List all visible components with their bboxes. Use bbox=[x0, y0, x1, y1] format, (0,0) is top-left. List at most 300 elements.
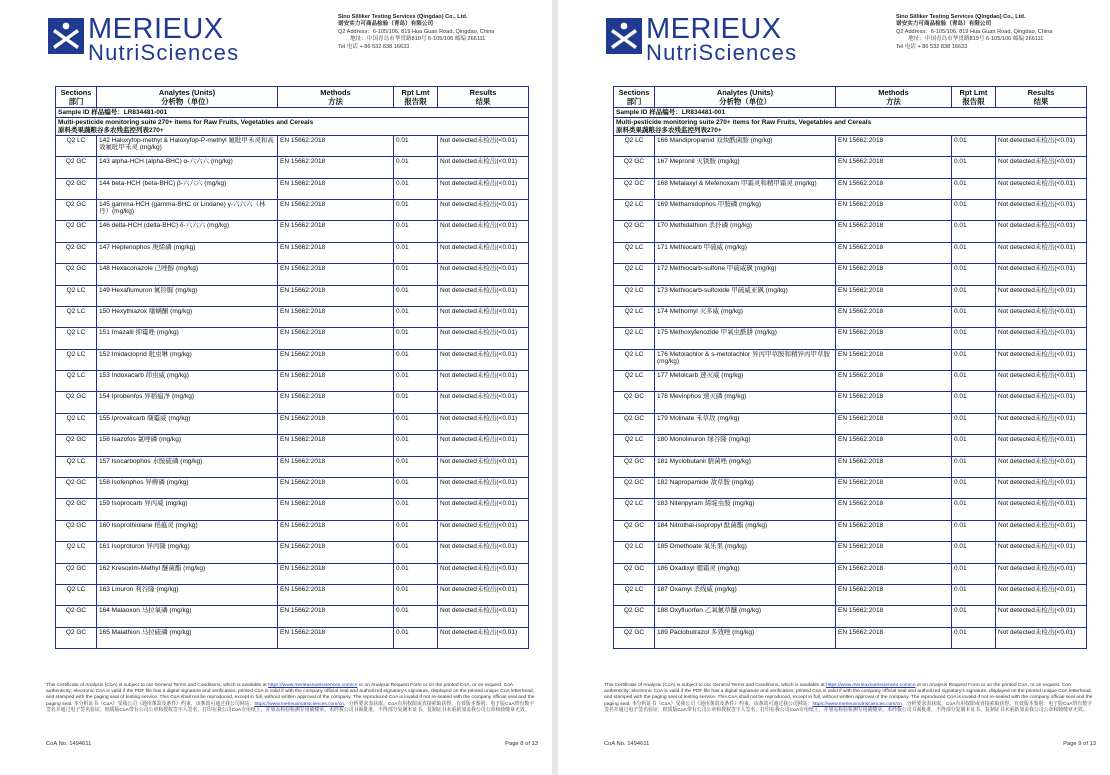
analyte-cell: 150 Hexythiazox 噻螨酮 (mg/kg) bbox=[97, 306, 278, 327]
rpt-limit-cell: 0.01 bbox=[394, 306, 438, 327]
header-rpt-lmt: Rpt Lmt 报告限 bbox=[394, 87, 438, 108]
method-cell: EN 15662:2018 bbox=[836, 435, 952, 456]
method-cell: EN 15662:2018 bbox=[278, 499, 394, 520]
logo-icon bbox=[48, 18, 84, 54]
analyte-cell: 149 Hexaflumuron 氟铃脲 (mg/kg) bbox=[97, 285, 278, 306]
analyte-cell: 167 Mepronil 灭锈胺 (mg/kg) bbox=[655, 157, 836, 178]
analyte-cell: 170 Methidathion 杀扑磷 (mg/kg) bbox=[655, 221, 836, 242]
method-cell: EN 15662:2018 bbox=[836, 135, 952, 156]
logo-wordmark: MERIEUX bbox=[646, 13, 782, 45]
method-cell: EN 15662:2018 bbox=[836, 199, 952, 220]
header-analytes: Analytes (Units) 分析物（单位） bbox=[655, 87, 836, 108]
method-cell: EN 15662:2018 bbox=[836, 478, 952, 499]
company-name: Sino Silliker Testing Services (Qingdao) Co., Ltd. bbox=[338, 14, 468, 20]
header-sections: Sections 部门 bbox=[56, 87, 97, 108]
section-cell: Q2 GC bbox=[56, 264, 97, 285]
rpt-limit-cell: 0.01 bbox=[952, 242, 996, 263]
method-cell: EN 15662:2018 bbox=[278, 178, 394, 199]
analyte-cell: 180 Monolinuron 绿谷隆 (mg/kg) bbox=[655, 435, 836, 456]
section-cell: Q2 LC bbox=[56, 585, 97, 606]
section-cell: Q2 GC bbox=[614, 221, 655, 242]
sample-id-row bbox=[614, 108, 1087, 118]
method-cell: EN 15662:2018 bbox=[836, 606, 952, 627]
section-cell: Q2 GC bbox=[56, 178, 97, 199]
company-info bbox=[896, 14, 1106, 51]
method-cell: EN 15662:2018 bbox=[278, 435, 394, 456]
analyte-cell: 186 Oxadixyl 噁霜灵 (mg/kg) bbox=[655, 563, 836, 584]
result-cell: Not detected未检出(<0.01) bbox=[438, 435, 529, 456]
logo-wordmark: MERIEUX bbox=[88, 13, 224, 45]
result-cell: Not detected未检出(<0.01) bbox=[438, 585, 529, 606]
method-cell: EN 15662:2018 bbox=[278, 520, 394, 541]
section-cell: Q2 GC bbox=[56, 392, 97, 413]
rpt-limit-cell: 0.01 bbox=[394, 328, 438, 349]
table-row bbox=[614, 264, 1087, 285]
section-cell: Q2 LC bbox=[56, 542, 97, 563]
rpt-limit-cell: 0.01 bbox=[394, 221, 438, 242]
table-row bbox=[614, 328, 1087, 349]
analyte-cell: 175 Methoxyfenozide 甲氧虫酰肼 (mg/kg) bbox=[655, 328, 836, 349]
suite-title: Multi-pesticide monitoring suite 270+ items for Raw Fruits, Vegetables and Cereals 原料类果蔬粮谷多农残监控列表270+ bbox=[614, 118, 1087, 135]
method-cell: EN 15662:2018 bbox=[278, 478, 394, 499]
terms-link[interactable]: https://www.merieuxnutrisciences.com/cn bbox=[268, 683, 358, 688]
table-row bbox=[56, 520, 529, 541]
table-row bbox=[56, 349, 529, 370]
header-sections: Sections 部门 bbox=[614, 87, 655, 108]
rpt-limit-cell: 0.01 bbox=[952, 178, 996, 199]
result-cell: Not detected未检出(<0.01) bbox=[438, 264, 529, 285]
merieux-logo bbox=[48, 13, 240, 65]
analyte-cell: 152 Imidacloprid 吡虫啉 (mg/kg) bbox=[97, 349, 278, 370]
rpt-limit-cell: 0.01 bbox=[952, 371, 996, 392]
rpt-limit-cell: 0.01 bbox=[952, 392, 996, 413]
company-info bbox=[338, 14, 548, 51]
section-cell: Q2 LC bbox=[56, 413, 97, 434]
rpt-limit-cell: 0.01 bbox=[394, 499, 438, 520]
analyte-cell: 166 Mandipropamid 双炔酰菌胺 (mg/kg) bbox=[655, 135, 836, 156]
company-address-cn: 地址：中国青岛市华贯路819号 6-105/106 邮编 266111 bbox=[350, 36, 486, 43]
coa-number: CoA No. 1494611 bbox=[46, 741, 92, 747]
coa-number: CoA No. 1494611 bbox=[604, 741, 650, 747]
method-cell: EN 15662:2018 bbox=[278, 392, 394, 413]
table-row bbox=[614, 285, 1087, 306]
analyte-cell: 189 Paclobutrazol 多效唑 (mg/kg) bbox=[655, 627, 836, 648]
table-row bbox=[56, 478, 529, 499]
result-cell: Not detected未检出(<0.01) bbox=[438, 242, 529, 263]
section-cell: Q2 GC bbox=[56, 606, 97, 627]
terms-footer: This Certificate of Analysis (CoA) is subject to our General Terms and Conditions, which is available at https://www.merieuxnutrisciences.com/cn or on Analysis Request Form or on the printed CoA, or on request. CoA authenticity: electronic CoA is valid if the PDF file has a digital signature and verification; printed CoA is valid if with the company official seal and authorized signatory's signature, displayed on the printed unique CoA letterhead, and stamped with the paging seal of testing service. This CoA shall not be reproduced, except in full, without written approval of the company. The reproduced CoA is invalid if not re-sealed with the company official seal and the paging seal. 本分析证书（CoA）受我公司《通用条款及条件》约束，该条款可通过我公司网站：https://www.merieuxnutrisciences.com/cn，分析要求表获取。CoA有用权限或直接索取获得。有效版本鉴别：电子版CoA带有数字签名并通过电子签名验证；纸质版CoA带有公司公章和授权签字人签名，打印在我公司CoA专用纸上，并加盖检验检测专用骑缝章。未经我公司书面批准，不得部分复制本证书。复制证书未重新加盖我公司公章和骑缝章无效。 bbox=[604, 683, 1093, 713]
method-cell: EN 15662:2018 bbox=[278, 606, 394, 627]
analyte-cell: 151 Imazalil 抑霉唑 (mg/kg) bbox=[97, 328, 278, 349]
table-row bbox=[614, 542, 1087, 563]
table-row bbox=[614, 520, 1087, 541]
company-address: Q2 Address：6-105/106, 819 Hua Guan Road, Qingdao, China bbox=[896, 28, 1053, 35]
table-row bbox=[614, 178, 1087, 199]
rpt-limit-cell: 0.01 bbox=[394, 520, 438, 541]
suite-row bbox=[614, 118, 1087, 135]
section-cell: Q2 GC bbox=[56, 157, 97, 178]
company-name-cn: 诺安实力可商品检验（青岛）有限公司 bbox=[896, 21, 992, 28]
result-cell: Not detected未检出(<0.01) bbox=[438, 563, 529, 584]
rpt-limit-cell: 0.01 bbox=[952, 199, 996, 220]
table-row bbox=[56, 242, 529, 263]
analyte-cell: 182 Napropamide 敌草胺 (mg/kg) bbox=[655, 478, 836, 499]
rpt-limit-cell: 0.01 bbox=[394, 264, 438, 285]
company-name: Sino Silliker Testing Services (Qingdao) Co., Ltd. bbox=[896, 14, 1026, 20]
report-page-9 bbox=[558, 0, 1110, 775]
result-cell: Not detected未检出(<0.01) bbox=[996, 499, 1087, 520]
result-cell: Not detected未检出(<0.01) bbox=[438, 542, 529, 563]
analyte-cell: 185 Omethoate 氧乐果 (mg/kg) bbox=[655, 542, 836, 563]
method-cell: EN 15662:2018 bbox=[836, 371, 952, 392]
section-cell: Q2 LC bbox=[614, 499, 655, 520]
analyte-cell: 160 Isoprothiolane 稻瘟灵 (mg/kg) bbox=[97, 520, 278, 541]
table-row bbox=[614, 499, 1087, 520]
method-cell: EN 15662:2018 bbox=[836, 242, 952, 263]
sample-id: Sample ID 样品编号：LR834481-001 bbox=[56, 108, 529, 118]
result-cell: Not detected未检出(<0.01) bbox=[438, 520, 529, 541]
section-cell: Q2 LC bbox=[614, 349, 655, 370]
header-methods: Methods 方法 bbox=[836, 87, 952, 108]
header-results: Results 结果 bbox=[438, 87, 529, 108]
result-cell: Not detected未检出(<0.01) bbox=[996, 413, 1087, 434]
method-cell: EN 15662:2018 bbox=[278, 371, 394, 392]
analyte-cell: 178 Mevinphos 速灭磷 (mg/kg) bbox=[655, 392, 836, 413]
result-cell: Not detected未检出(<0.01) bbox=[996, 285, 1087, 306]
result-cell: Not detected未检出(<0.01) bbox=[996, 221, 1087, 242]
method-cell: EN 15662:2018 bbox=[278, 199, 394, 220]
analyte-cell: 153 Indoxacarb 茚虫威 (mg/kg) bbox=[97, 371, 278, 392]
analyte-cell: 187 Oxamyl 杀线威 (mg/kg) bbox=[655, 585, 836, 606]
table-row bbox=[614, 349, 1087, 370]
result-cell: Not detected未检出(<0.01) bbox=[438, 349, 529, 370]
analyte-cell: 184 Nitrothal-isopropyl 酞菌酯 (mg/kg) bbox=[655, 520, 836, 541]
analyte-cell: 155 Iprovalicarb 缬霉威 (mg/kg) bbox=[97, 413, 278, 434]
method-cell: EN 15662:2018 bbox=[278, 264, 394, 285]
result-cell: Not detected未检出(<0.01) bbox=[438, 328, 529, 349]
table-row bbox=[56, 413, 529, 434]
header-methods: Methods 方法 bbox=[278, 87, 394, 108]
section-cell: Q2 GC bbox=[56, 563, 97, 584]
rpt-limit-cell: 0.01 bbox=[952, 456, 996, 477]
section-cell: Q2 GC bbox=[614, 520, 655, 541]
analyte-cell: 177 Metolcarb 速灭威 (mg/kg) bbox=[655, 371, 836, 392]
result-cell: Not detected未检出(<0.01) bbox=[438, 135, 529, 156]
table-row bbox=[614, 157, 1087, 178]
section-cell: Q2 LC bbox=[614, 199, 655, 220]
analyte-cell: 162 Kresoxim-Methyl 醚菌酯 (mg/kg) bbox=[97, 563, 278, 584]
analyte-cell: 156 Isazofos 氯唑磷 (mg/kg) bbox=[97, 435, 278, 456]
table-row bbox=[614, 478, 1087, 499]
result-cell: Not detected未检出(<0.01) bbox=[996, 328, 1087, 349]
sample-id: Sample ID 样品编号：LR834481-001 bbox=[614, 108, 1087, 118]
method-cell: EN 15662:2018 bbox=[278, 585, 394, 606]
section-cell: Q2 GC bbox=[614, 178, 655, 199]
method-cell: EN 15662:2018 bbox=[278, 135, 394, 156]
result-cell: Not detected未检出(<0.01) bbox=[996, 520, 1087, 541]
analyte-cell: 183 Nitenpyram 烯啶虫胺 (mg/kg) bbox=[655, 499, 836, 520]
table-row bbox=[614, 435, 1087, 456]
terms-link-cn[interactable]: https://www.merieuxnutrisciences.com/cn bbox=[812, 701, 902, 707]
table-row bbox=[56, 264, 529, 285]
result-cell: Not detected未检出(<0.01) bbox=[438, 606, 529, 627]
rpt-limit-cell: 0.01 bbox=[394, 478, 438, 499]
page-number: Page 8 of 13 bbox=[505, 741, 538, 747]
header-results: Results 结果 bbox=[996, 87, 1087, 108]
table-row bbox=[56, 435, 529, 456]
header-analytes: Analytes (Units) 分析物（单位） bbox=[97, 87, 278, 108]
rpt-limit-cell: 0.01 bbox=[952, 285, 996, 306]
method-cell: EN 15662:2018 bbox=[278, 542, 394, 563]
analyte-cell: 158 Isofenphos 异柳磷 (mg/kg) bbox=[97, 478, 278, 499]
section-cell: Q2 LC bbox=[56, 371, 97, 392]
rpt-limit-cell: 0.01 bbox=[394, 135, 438, 156]
rpt-limit-cell: 0.01 bbox=[952, 221, 996, 242]
section-cell: Q2 LC bbox=[614, 285, 655, 306]
table-row bbox=[56, 178, 529, 199]
result-cell: Not detected未检出(<0.01) bbox=[996, 585, 1087, 606]
section-cell: Q2 LC bbox=[56, 349, 97, 370]
section-cell: Q2 GC bbox=[614, 413, 655, 434]
method-cell: EN 15662:2018 bbox=[836, 178, 952, 199]
method-cell: EN 15662:2018 bbox=[836, 563, 952, 584]
analyte-cell: 165 Malathion 马拉硫磷 (mg/kg) bbox=[97, 627, 278, 648]
analyte-cell: 169 Methamidophos 甲胺磷 (mg/kg) bbox=[655, 199, 836, 220]
section-cell: Q2 LC bbox=[614, 585, 655, 606]
rpt-limit-cell: 0.01 bbox=[394, 178, 438, 199]
result-cell: Not detected未检出(<0.01) bbox=[996, 627, 1087, 648]
rpt-limit-cell: 0.01 bbox=[952, 520, 996, 541]
table-header-row bbox=[56, 87, 529, 108]
method-cell: EN 15662:2018 bbox=[836, 542, 952, 563]
method-cell: EN 15662:2018 bbox=[278, 221, 394, 242]
rpt-limit-cell: 0.01 bbox=[394, 606, 438, 627]
table-row bbox=[614, 199, 1087, 220]
method-cell: EN 15662:2018 bbox=[836, 264, 952, 285]
result-cell: Not detected未检出(<0.01) bbox=[996, 606, 1087, 627]
header-rpt-lmt: Rpt Lmt 报告限 bbox=[952, 87, 996, 108]
analyte-cell: 143 alpha-HCH (alpha-BHC) α-六六六 (mg/kg) bbox=[97, 157, 278, 178]
rpt-limit-cell: 0.01 bbox=[952, 349, 996, 370]
sample-id-row bbox=[56, 108, 529, 118]
method-cell: EN 15662:2018 bbox=[836, 285, 952, 306]
table-row bbox=[56, 499, 529, 520]
section-cell: Q2 LC bbox=[614, 542, 655, 563]
analyte-cell: 172 Methiocarb-sulfone 甲硫威砜 (mg/kg) bbox=[655, 264, 836, 285]
method-cell: EN 15662:2018 bbox=[836, 392, 952, 413]
terms-link[interactable]: https://www.merieuxnutrisciences.com/cn bbox=[826, 683, 916, 688]
section-cell: Q2 LC bbox=[56, 285, 97, 306]
section-cell: Q2 GC bbox=[614, 563, 655, 584]
table-header-row bbox=[614, 87, 1087, 108]
result-cell: Not detected未检出(<0.01) bbox=[438, 499, 529, 520]
method-cell: EN 15662:2018 bbox=[278, 285, 394, 306]
company-name-cn: 诺安实力可商品检验（青岛）有限公司 bbox=[338, 21, 434, 28]
rpt-limit-cell: 0.01 bbox=[394, 456, 438, 477]
result-cell: Not detected未检出(<0.01) bbox=[438, 392, 529, 413]
section-cell: Q2 LC bbox=[614, 306, 655, 327]
rpt-limit-cell: 0.01 bbox=[394, 371, 438, 392]
rpt-limit-cell: 0.01 bbox=[952, 264, 996, 285]
suite-row bbox=[56, 118, 529, 135]
result-cell: Not detected未检出(<0.01) bbox=[438, 199, 529, 220]
result-cell: Not detected未检出(<0.01) bbox=[996, 349, 1087, 370]
method-cell: EN 15662:2018 bbox=[836, 499, 952, 520]
rpt-limit-cell: 0.01 bbox=[394, 585, 438, 606]
analyte-cell: 154 Iprobenfos 异稻瘟净 (mg/kg) bbox=[97, 392, 278, 413]
table-row bbox=[614, 242, 1087, 263]
analyte-cell: 161 Isoproturon 异丙隆 (mg/kg) bbox=[97, 542, 278, 563]
table-row bbox=[56, 221, 529, 242]
table-row bbox=[56, 585, 529, 606]
analyte-cell: 171 Methiocarb 甲硫威 (mg/kg) bbox=[655, 242, 836, 263]
section-cell: Q2 LC bbox=[614, 264, 655, 285]
rpt-limit-cell: 0.01 bbox=[952, 413, 996, 434]
terms-link-cn[interactable]: https://www.merieuxnutrisciences.com/cn bbox=[254, 701, 344, 707]
table-row bbox=[614, 627, 1087, 648]
table-row bbox=[56, 285, 529, 306]
result-cell: Not detected未检出(<0.01) bbox=[438, 413, 529, 434]
rpt-limit-cell: 0.01 bbox=[394, 199, 438, 220]
report-page-8 bbox=[0, 0, 552, 775]
merieux-logo bbox=[606, 13, 798, 65]
method-cell: EN 15662:2018 bbox=[278, 328, 394, 349]
table-row bbox=[614, 371, 1087, 392]
analyte-cell: 159 Isoprocarb 异丙威 (mg/kg) bbox=[97, 499, 278, 520]
section-cell: Q2 GC bbox=[614, 627, 655, 648]
method-cell: EN 15662:2018 bbox=[836, 306, 952, 327]
section-cell: Q2 GC bbox=[614, 157, 655, 178]
section-cell: Q2 GC bbox=[56, 478, 97, 499]
result-cell: Not detected未检出(<0.01) bbox=[996, 478, 1087, 499]
section-cell: Q2 GC bbox=[614, 478, 655, 499]
table-row bbox=[56, 135, 529, 156]
method-cell: EN 15662:2018 bbox=[278, 413, 394, 434]
analyte-cell: 157 Isocarbophos 水胺硫磷 (mg/kg) bbox=[97, 456, 278, 477]
section-cell: Q2 GC bbox=[56, 627, 97, 648]
rpt-limit-cell: 0.01 bbox=[394, 242, 438, 263]
company-tel: Tel 电话 + 86 532 838 16633 bbox=[338, 43, 410, 50]
rpt-limit-cell: 0.01 bbox=[394, 413, 438, 434]
section-cell: Q2 LC bbox=[56, 135, 97, 156]
analyte-cell: 188 Oxyfluorfen 乙氧氟草醚 (mg/kg) bbox=[655, 606, 836, 627]
table-row bbox=[614, 221, 1087, 242]
method-cell: EN 15662:2018 bbox=[278, 306, 394, 327]
table-row bbox=[56, 371, 529, 392]
rpt-limit-cell: 0.01 bbox=[394, 157, 438, 178]
result-cell: Not detected未检出(<0.01) bbox=[996, 392, 1087, 413]
result-cell: Not detected未检出(<0.01) bbox=[996, 306, 1087, 327]
company-tel: Tel 电话 + 86 532 838 16633 bbox=[896, 43, 968, 50]
table-row bbox=[56, 456, 529, 477]
method-cell: EN 15662:2018 bbox=[278, 242, 394, 263]
rpt-limit-cell: 0.01 bbox=[394, 627, 438, 648]
table-row bbox=[614, 392, 1087, 413]
suite-title: Multi-pesticide monitoring suite 270+ items for Raw Fruits, Vegetables and Cereals 原料类果蔬粮谷多农残监控列表270+ bbox=[56, 118, 529, 135]
result-cell: Not detected未检出(<0.01) bbox=[438, 178, 529, 199]
result-cell: Not detected未检出(<0.01) bbox=[438, 478, 529, 499]
table-row bbox=[56, 563, 529, 584]
rpt-limit-cell: 0.01 bbox=[952, 435, 996, 456]
method-cell: EN 15662:2018 bbox=[278, 627, 394, 648]
result-cell: Not detected未检出(<0.01) bbox=[438, 221, 529, 242]
section-cell: Q2 LC bbox=[56, 306, 97, 327]
section-cell: Q2 LC bbox=[614, 328, 655, 349]
section-cell: Q2 LC bbox=[56, 456, 97, 477]
logo-subtitle: NutriSciences bbox=[646, 40, 798, 65]
rpt-limit-cell: 0.01 bbox=[394, 285, 438, 306]
result-cell: Not detected未检出(<0.01) bbox=[438, 285, 529, 306]
analyte-cell: 181 Myclobutanil 腈菌唑 (mg/kg) bbox=[655, 456, 836, 477]
method-cell: EN 15662:2018 bbox=[836, 328, 952, 349]
method-cell: EN 15662:2018 bbox=[836, 157, 952, 178]
result-cell: Not detected未检出(<0.01) bbox=[996, 371, 1087, 392]
section-cell: Q2 GC bbox=[56, 242, 97, 263]
section-cell: Q2 LC bbox=[614, 371, 655, 392]
result-cell: Not detected未检出(<0.01) bbox=[996, 242, 1087, 263]
section-cell: Q2 GC bbox=[56, 199, 97, 220]
result-cell: Not detected未检出(<0.01) bbox=[996, 435, 1087, 456]
rpt-limit-cell: 0.01 bbox=[394, 542, 438, 563]
table-row bbox=[56, 306, 529, 327]
table-row bbox=[614, 456, 1087, 477]
method-cell: EN 15662:2018 bbox=[278, 563, 394, 584]
analyte-cell: 163 Linuron 利谷隆 (mg/kg) bbox=[97, 585, 278, 606]
section-cell: Q2 LC bbox=[614, 242, 655, 263]
analyte-cell: 173 Methiocarb-sulfoxide 甲硫威亚砜 (mg/kg) bbox=[655, 285, 836, 306]
rpt-limit-cell: 0.01 bbox=[952, 306, 996, 327]
method-cell: EN 15662:2018 bbox=[836, 456, 952, 477]
rpt-limit-cell: 0.01 bbox=[952, 499, 996, 520]
result-cell: Not detected未检出(<0.01) bbox=[996, 264, 1087, 285]
result-cell: Not detected未检出(<0.01) bbox=[438, 456, 529, 477]
table-row bbox=[56, 199, 529, 220]
analyte-cell: 176 Metolachlor & s-metolachlor 异丙甲草胺和精异丙甲草胺 (mg/kg) bbox=[655, 349, 836, 370]
analyte-cell: 174 Methomyl 灭多威 (mg/kg) bbox=[655, 306, 836, 327]
analyte-cell: 164 Malaoxon 马拉氧磷 (mg/kg) bbox=[97, 606, 278, 627]
analyte-cell: 145 gamma-HCH (gamma-BHC or Lindane) γ-六六六（林丹）(mg/kg) bbox=[97, 199, 278, 220]
analyte-cell: 142 Haloxyfop-methyl & Haloxyfop-P-methyl 氟吡甲禾灵和高效氟吡甲禾灵 (mg/kg) bbox=[97, 135, 278, 156]
results-table bbox=[55, 86, 529, 649]
logo-subtitle: NutriSciences bbox=[88, 40, 240, 65]
page-number: Page 9 of 13 bbox=[1063, 741, 1096, 747]
analyte-cell: 179 Molinate 禾草敌 (mg/kg) bbox=[655, 413, 836, 434]
rpt-limit-cell: 0.01 bbox=[394, 435, 438, 456]
result-cell: Not detected未检出(<0.01) bbox=[438, 371, 529, 392]
method-cell: EN 15662:2018 bbox=[836, 520, 952, 541]
company-address: Q2 Address：6-105/106, 819 Hua Guan Road, Qingdao, China bbox=[338, 28, 495, 35]
section-cell: Q2 GC bbox=[56, 221, 97, 242]
section-cell: Q2 GC bbox=[56, 499, 97, 520]
section-cell: Q2 GC bbox=[614, 606, 655, 627]
section-cell: Q2 LC bbox=[614, 435, 655, 456]
section-cell: Q2 GC bbox=[614, 392, 655, 413]
analyte-cell: 147 Heptenophos 庚烯磷 (mg/kg) bbox=[97, 242, 278, 263]
table-row bbox=[614, 306, 1087, 327]
method-cell: EN 15662:2018 bbox=[278, 157, 394, 178]
table-row bbox=[56, 328, 529, 349]
method-cell: EN 15662:2018 bbox=[836, 221, 952, 242]
method-cell: EN 15662:2018 bbox=[278, 456, 394, 477]
table-row bbox=[56, 542, 529, 563]
result-cell: Not detected未检出(<0.01) bbox=[438, 627, 529, 648]
result-cell: Not detected未检出(<0.01) bbox=[996, 199, 1087, 220]
table-row bbox=[614, 563, 1087, 584]
logo-icon bbox=[606, 18, 642, 54]
result-cell: Not detected未检出(<0.01) bbox=[996, 178, 1087, 199]
analyte-cell: 144 beta-HCH (beta-BHC) β-六六六 (mg/kg) bbox=[97, 178, 278, 199]
section-cell: Q2 GC bbox=[56, 435, 97, 456]
